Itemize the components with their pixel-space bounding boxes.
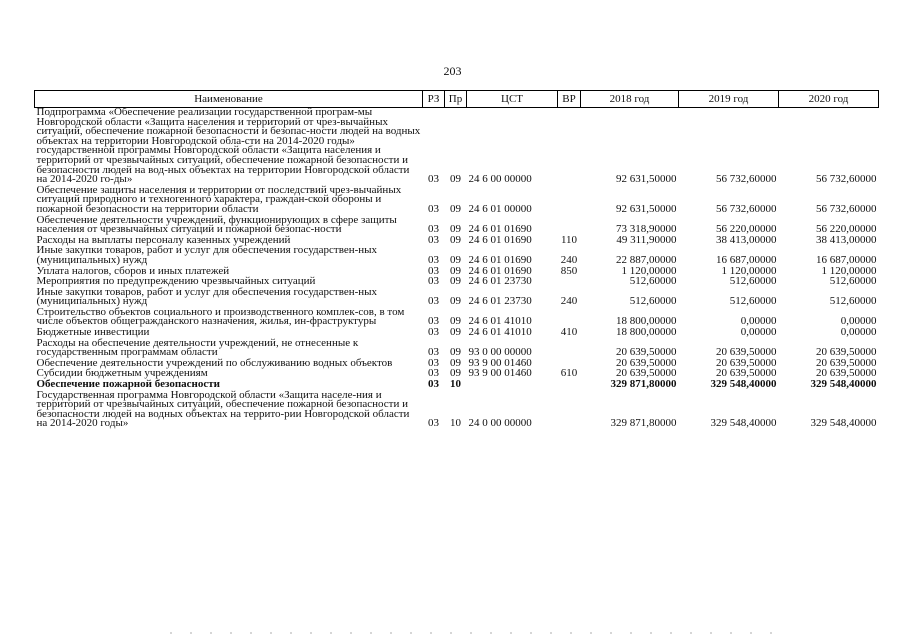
cell-2018: 20 639,50000 [616,356,677,369]
cell-name: Обеспечение защиты населения и территории от последствий чрез-вычайных ситуаций природного и техногенного характера, граждан-ской обороны и пожарной безопасности на территории области [36,183,402,215]
cell-2018: 73 318,90000 [616,223,677,236]
cell-rz: 03 [428,315,439,328]
cell-pr: 09 [450,275,461,288]
cell-2018: 1 120,00000 [621,264,677,277]
cell-2019: 329 548,40000 [710,417,777,430]
table-row [35,308,879,328]
cell-vr: 850 [560,264,578,277]
cell-vr [558,108,581,186]
cell-cst [467,380,558,391]
cell-2020: 0,00000 [840,315,877,328]
cell-2018: 20 639,50000 [616,367,677,380]
cell-pr: 09 [450,173,461,186]
cell-2020: 56 732,60000 [816,173,877,186]
cell-2018: 22 887,00000 [616,253,677,266]
table-row [35,288,879,308]
cell-2019: 512,60000 [729,295,777,308]
cell-name: Государственная программа Новгородской области «Защита населе-ния и территорий от чрезвычайных ситуаций, обеспечение пожарной безопасности и безопасности людей на водных объектах на террито-рии Новгородской области на 2014-2020 годы» [36,388,410,430]
cell-2020: 38 413,00000 [816,233,877,246]
cell-name: Субсидии бюджетным учреждениям [36,367,208,380]
cell-name: Строительство объектов социального и производственного комплек-сов, в том числе объектов общегражданского назначения, жилья, ин-фраструктуры [36,305,405,328]
cell-2018: 92 631,50000 [616,202,677,215]
cell-pr: 09 [450,233,461,246]
cell-cst: 24 6 01 01690 [468,223,532,236]
cell-cst: 24 6 01 41010 [468,315,532,328]
cell-2018: 20 639,50000 [616,346,677,359]
cell-cst: 93 9 00 01460 [468,356,532,369]
cell-cst: 24 6 00 00000 [468,173,532,186]
cell-vr: 610 [560,367,578,380]
cell-2019: 20 639,50000 [716,346,777,359]
cell-2018: 329 871,80000 [610,417,677,430]
cell-pr: 09 [450,202,461,215]
cell-rz: 03 [428,223,439,236]
cell-2020: 329 548,40000 [810,417,877,430]
cell-vr: 410 [560,326,578,339]
cell-cst: 24 0 00 00000 [468,417,532,430]
cell-2020: 512,60000 [829,295,877,308]
cell-rz: 03 [428,295,439,308]
cell-2018: 18 800,00000 [616,315,677,328]
cell-rz: 03 [428,356,439,369]
header-vr: ВР [558,91,581,108]
cell-cst: 24 6 01 01690 [468,253,532,266]
cell-2018: 92 631,50000 [616,173,677,186]
header-2020: 2020 год [779,91,879,108]
cell-cst: 24 6 01 41010 [468,326,532,339]
cell-cst: 24 6 01 01690 [468,264,532,277]
cell-2018: 18 800,00000 [616,326,677,339]
cell-pr: 09 [450,367,461,380]
header-cst: ЦСТ [467,91,558,108]
cell-rz: 03 [428,378,439,391]
cell-name: Мероприятия по предупреждению чрезвычайных ситуаций [36,275,316,288]
cell-vr [558,216,581,236]
cell-pr: 09 [450,253,461,266]
cell-rz: 03 [428,367,439,380]
cell-vr [558,308,581,328]
cell-cst: 24 6 01 01690 [468,233,532,246]
table-row [35,108,879,186]
cell-pr: 09 [450,356,461,369]
cell-rz: 03 [428,202,439,215]
cell-2018: 512,60000 [629,275,677,288]
cell-rz: 03 [428,173,439,186]
cell-vr [558,380,581,391]
cell-2018: 512,60000 [629,295,677,308]
cell-2020: 56 220,00000 [816,223,877,236]
cell-cst: 24 6 01 23730 [468,275,532,288]
cell-2020: 56 732,60000 [816,202,877,215]
table-row [35,391,879,430]
cell-vr [558,186,581,216]
cell-2019: 20 639,50000 [716,356,777,369]
cell-vr: 110 [560,233,578,246]
table-row [35,186,879,216]
cell-vr [558,339,581,359]
cell-2020: 16 687,00000 [816,253,877,266]
cell-name: Обеспечение деятельности учреждений, функционирующих в сфере защиты населения от чрезвычайных ситуаций и пожарной безопас-ности [36,213,397,236]
cell-2019: 20 639,50000 [716,367,777,380]
cell-2019: 0,00000 [740,315,777,328]
cell-rz: 03 [428,417,439,430]
table-row [35,339,879,359]
header-name: Наименование [35,91,423,108]
cell-pr: 10 [450,378,461,391]
cell-2020: 20 639,50000 [816,367,877,380]
cell-rz: 03 [428,264,439,277]
cell-cst: 24 6 01 00000 [468,202,532,215]
table-row [35,216,879,236]
cell-2018: 329 871,80000 [610,378,677,391]
cell-name: Расходы на обеспечение деятельности учреждений, не отнесенные к государственным программам области [36,336,359,359]
cell-rz: 03 [428,233,439,246]
cell-name: Уплата налогов, сборов и иных платежей [36,264,230,277]
cell-2020: 20 639,50000 [816,346,877,359]
cell-name: Иные закупки товаров, работ и услуг для обеспечения государствен-ных (муниципальных) нужд [36,285,378,308]
table-header-row [35,91,879,108]
cell-vr [558,391,581,430]
cell-cst: 93 9 00 01460 [468,367,532,380]
cell-2019: 56 732,60000 [716,173,777,186]
cell-2019: 329 548,40000 [710,378,777,391]
cell-2018: 49 311,90000 [616,233,677,246]
header-2018: 2018 год [581,91,679,108]
cell-pr: 09 [450,346,461,359]
cell-pr: 09 [450,223,461,236]
cell-name: Обеспечение пожарной безопасности [36,378,221,391]
cell-2020: 20 639,50000 [816,356,877,369]
header-2019: 2019 год [679,91,779,108]
cell-name: Расходы на выплаты персоналу казенных учреждений [36,233,291,246]
cell-cst: 24 6 01 23730 [468,295,532,308]
cell-rz: 03 [428,326,439,339]
cell-name: Иные закупки товаров, работ и услуг для обеспечения государствен-ных (муниципальных) нужд [36,244,378,266]
cell-name: Подпрограмма «Обеспечение реализации государственной програм-мы Новгородской области «Защита населения и территорий от чрез-вычайных ситуаций, обеспечение пожарной безопасности и безопас-ности людей на водных объектах на территории Новгородской обла-сти на 2014-2020 годы» государственной программы Новгородской области «Защита населения и территорий от чрезвычайных ситуаций, обеспечение пожарной безопасности и безопасности людей на вод-ных объектах на территории Новгородской области на 2014-2020 го-ды» [36,106,421,186]
cell-pr: 10 [450,417,461,430]
header-pr: Пр [445,91,467,108]
budget-table [34,90,879,430]
table-row [35,246,879,266]
table-body [35,108,879,431]
cell-2020: 0,00000 [840,326,877,339]
cell-rz: 03 [428,346,439,359]
cell-2019: 16 687,00000 [716,253,777,266]
cell-2019: 38 413,00000 [716,233,777,246]
cell-cst: 93 0 00 00000 [468,346,532,359]
cell-pr: 09 [450,295,461,308]
cell-2020: 329 548,40000 [810,378,877,391]
cell-rz: 03 [428,275,439,288]
cell-2019: 56 220,00000 [716,223,777,236]
cell-name: Обеспечение деятельности учреждений по обслуживанию водных объектов [36,356,393,369]
page-number: 203 [443,64,462,78]
cell-vr: 240 [560,253,578,266]
cell-pr: 09 [450,315,461,328]
cell-name: Бюджетные инвестиции [36,326,150,339]
cell-2019: 56 732,60000 [716,202,777,215]
cell-2019: 1 120,00000 [721,264,777,277]
cell-2019: 0,00000 [740,326,777,339]
cell-2019: 512,60000 [729,275,777,288]
cell-vr: 240 [560,295,578,308]
cell-pr: 09 [450,264,461,277]
cell-2020: 512,60000 [829,275,877,288]
header-rz: РЗ [423,91,445,108]
cell-vr [558,277,581,288]
scan-artifact [170,632,790,634]
cell-pr: 09 [450,326,461,339]
cell-2020: 1 120,00000 [821,264,877,277]
cell-rz: 03 [428,253,439,266]
